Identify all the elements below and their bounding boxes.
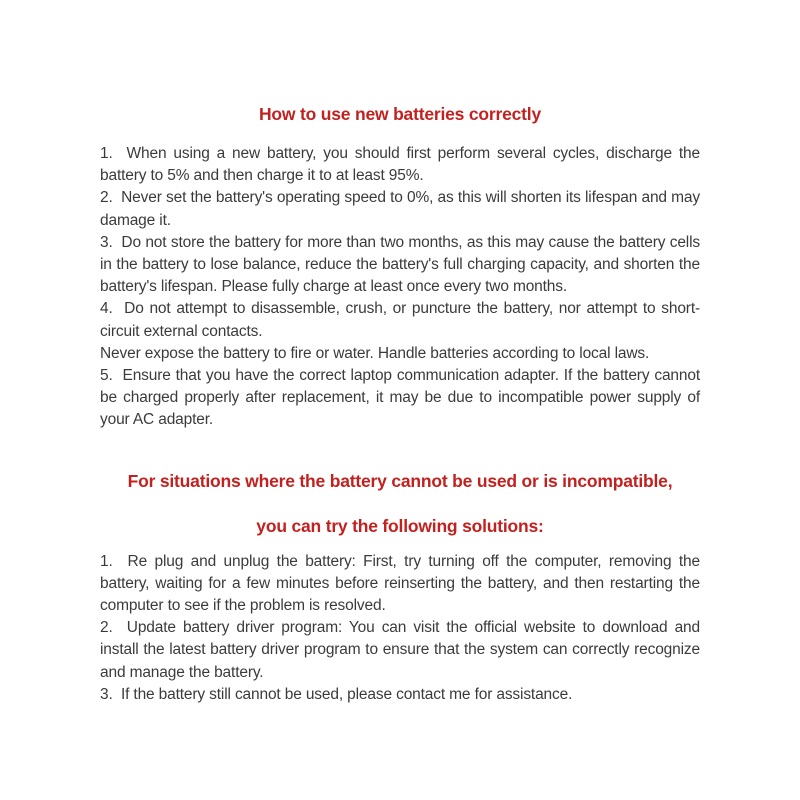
solution-3: 3. If the battery still cannot be used, please contact me for assistance. xyxy=(100,685,573,703)
solution-2: 2. Update battery driver program: You can visit the official website to download and install the latest battery driver program to ensure that the system can correctly recognize and manage the battery. xyxy=(100,619,700,681)
solution-1: 1. Re plug and unplug the battery: First, try turning off the computer, removing the battery, waiting for a few minutes before reinserting the battery, and then restarting the computer to see if the problem is resolved. xyxy=(100,552,700,615)
instruction-3: 3. Do not store the battery for more than two months, as this may cause the battery cells in the battery to lose balance, reduce the battery's full charging capacity, and shorten the battery's lifespan. Please fully charge at least once every two months. xyxy=(100,233,700,296)
solutions-heading-line2: you can try the following solutions: xyxy=(256,515,544,536)
page-title: How to use new batteries correctly xyxy=(258,104,542,124)
instruction-2: 2. Never set the battery's operating speed to 0%, as this will shorten its lifespan and may damage it. xyxy=(100,189,700,229)
instruction-4: 4. Do not attempt to disassemble, crush, or puncture the battery, nor attempt to short-circuit external contacts. xyxy=(100,300,700,340)
instruction-1: 1. When using a new battery, you should first perform several cycles, discharge the battery to 5% and then charge it to at least 95%. xyxy=(100,145,700,185)
note-fire-water-local-laws: Never expose the battery to fire or water. Handle batteries according to local laws. xyxy=(100,344,650,362)
content-column xyxy=(100,101,700,706)
solutions-heading-line1: For situations where the battery cannot be used or is incompatible, xyxy=(127,470,673,491)
instruction-5: 5. Ensure that you have the correct laptop communication adapter. If the battery cannot be charged properly after replacement, it may be due to incompatible power supply of your AC adapter. xyxy=(100,367,700,429)
